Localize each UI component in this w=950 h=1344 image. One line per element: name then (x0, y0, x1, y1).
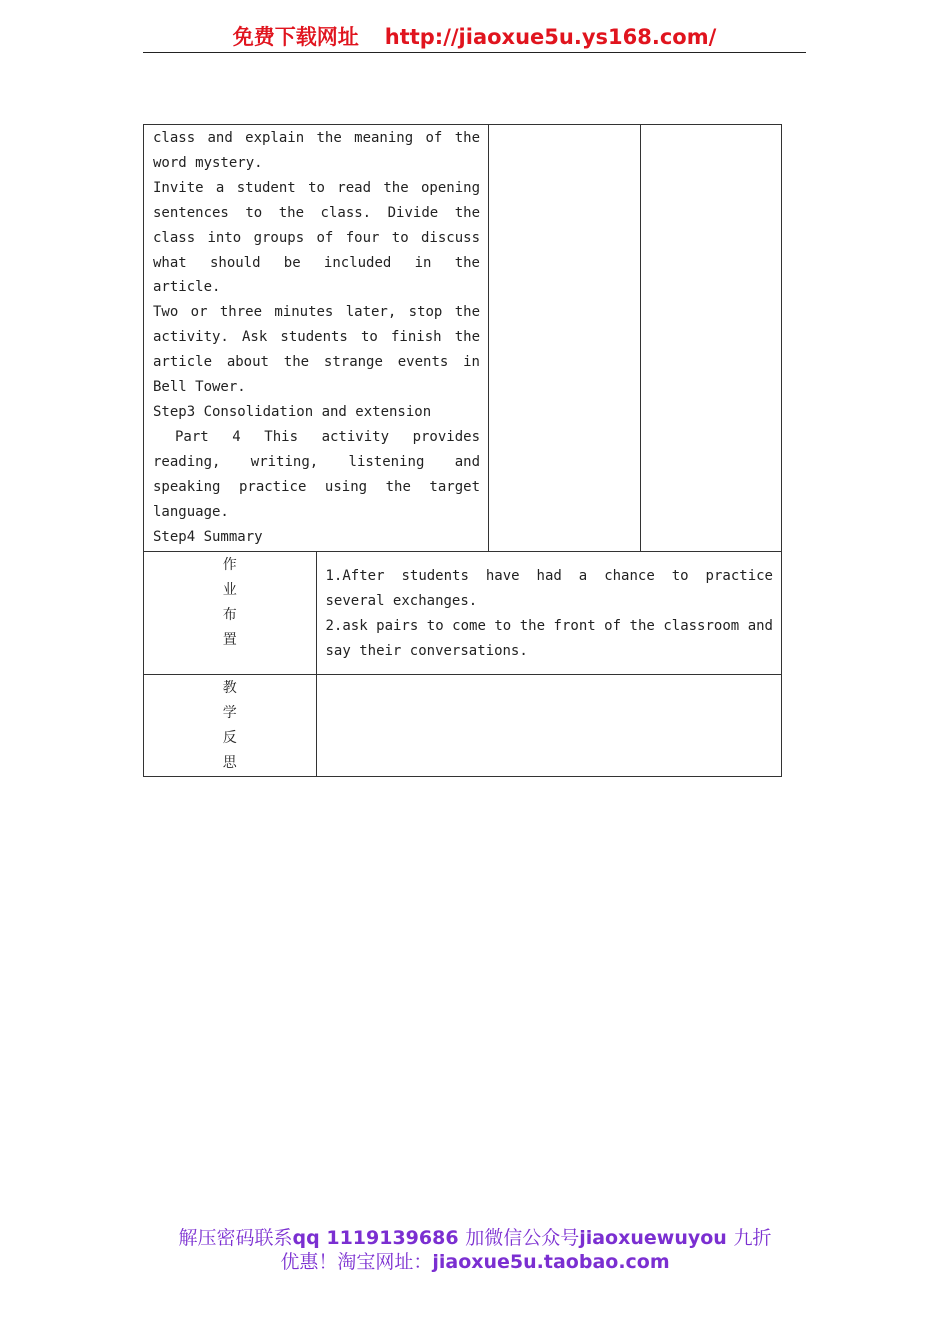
lesson-plan-table (143, 124, 782, 777)
footer-line-1: 解压密码联系qq 1119139686 加微信公众号jiaoxuewuyou 九折 (178, 1227, 772, 1249)
page-header (143, 22, 806, 53)
homework-content (316, 552, 782, 675)
site-label: 免费下载网址 (232, 25, 359, 49)
reflection-label: 教 学 反 思 (144, 675, 317, 777)
step-heading: Step3 Consolidation and extension (153, 403, 432, 420)
empty-cell-right (641, 125, 782, 552)
procedure-row (144, 125, 782, 552)
page-footer (140, 1226, 810, 1274)
homework-line: 2.ask pairs to come to the front of the classroom and say their conversations. (325, 618, 773, 660)
procedure-paragraph: Part 4 This activity provides reading, writing, listening and speaking practice using the target language. (153, 428, 480, 520)
reflection-row (144, 675, 782, 777)
site-url-link[interactable]: http://jiaoxue5u.ys168.com/ (384, 25, 717, 49)
procedure-paragraph: Invite a student to read the opening sentences to the class. Divide the class into groups of four to discuss what should be included in the article. (153, 179, 480, 296)
homework-label: 作 业 布 置 (144, 552, 317, 675)
footer-qq: qq 1119139686 (292, 1227, 459, 1249)
footer-wechat: jiaoxuewuyou (579, 1227, 727, 1249)
step-heading: Step4 Summary (153, 528, 263, 545)
reflection-content (316, 675, 782, 777)
footer-taobao-link[interactable]: jiaoxue5u.taobao.com (432, 1251, 670, 1273)
footer-line-2: 优惠！淘宝网址：jiaoxue5u.taobao.com (280, 1251, 670, 1273)
procedure-cell (144, 125, 489, 552)
procedure-text (144, 125, 488, 551)
procedure-paragraph: Two or three minutes later, stop the activity. Ask students to finish the article about the strange events in Bell Tower. (153, 304, 480, 396)
procedure-paragraph: class and explain the meaning of the word mystery. (153, 130, 480, 171)
homework-line: 1.After students have had a chance to practice several exchanges. (325, 568, 773, 610)
empty-cell-middle (489, 125, 641, 552)
homework-row (144, 552, 782, 675)
